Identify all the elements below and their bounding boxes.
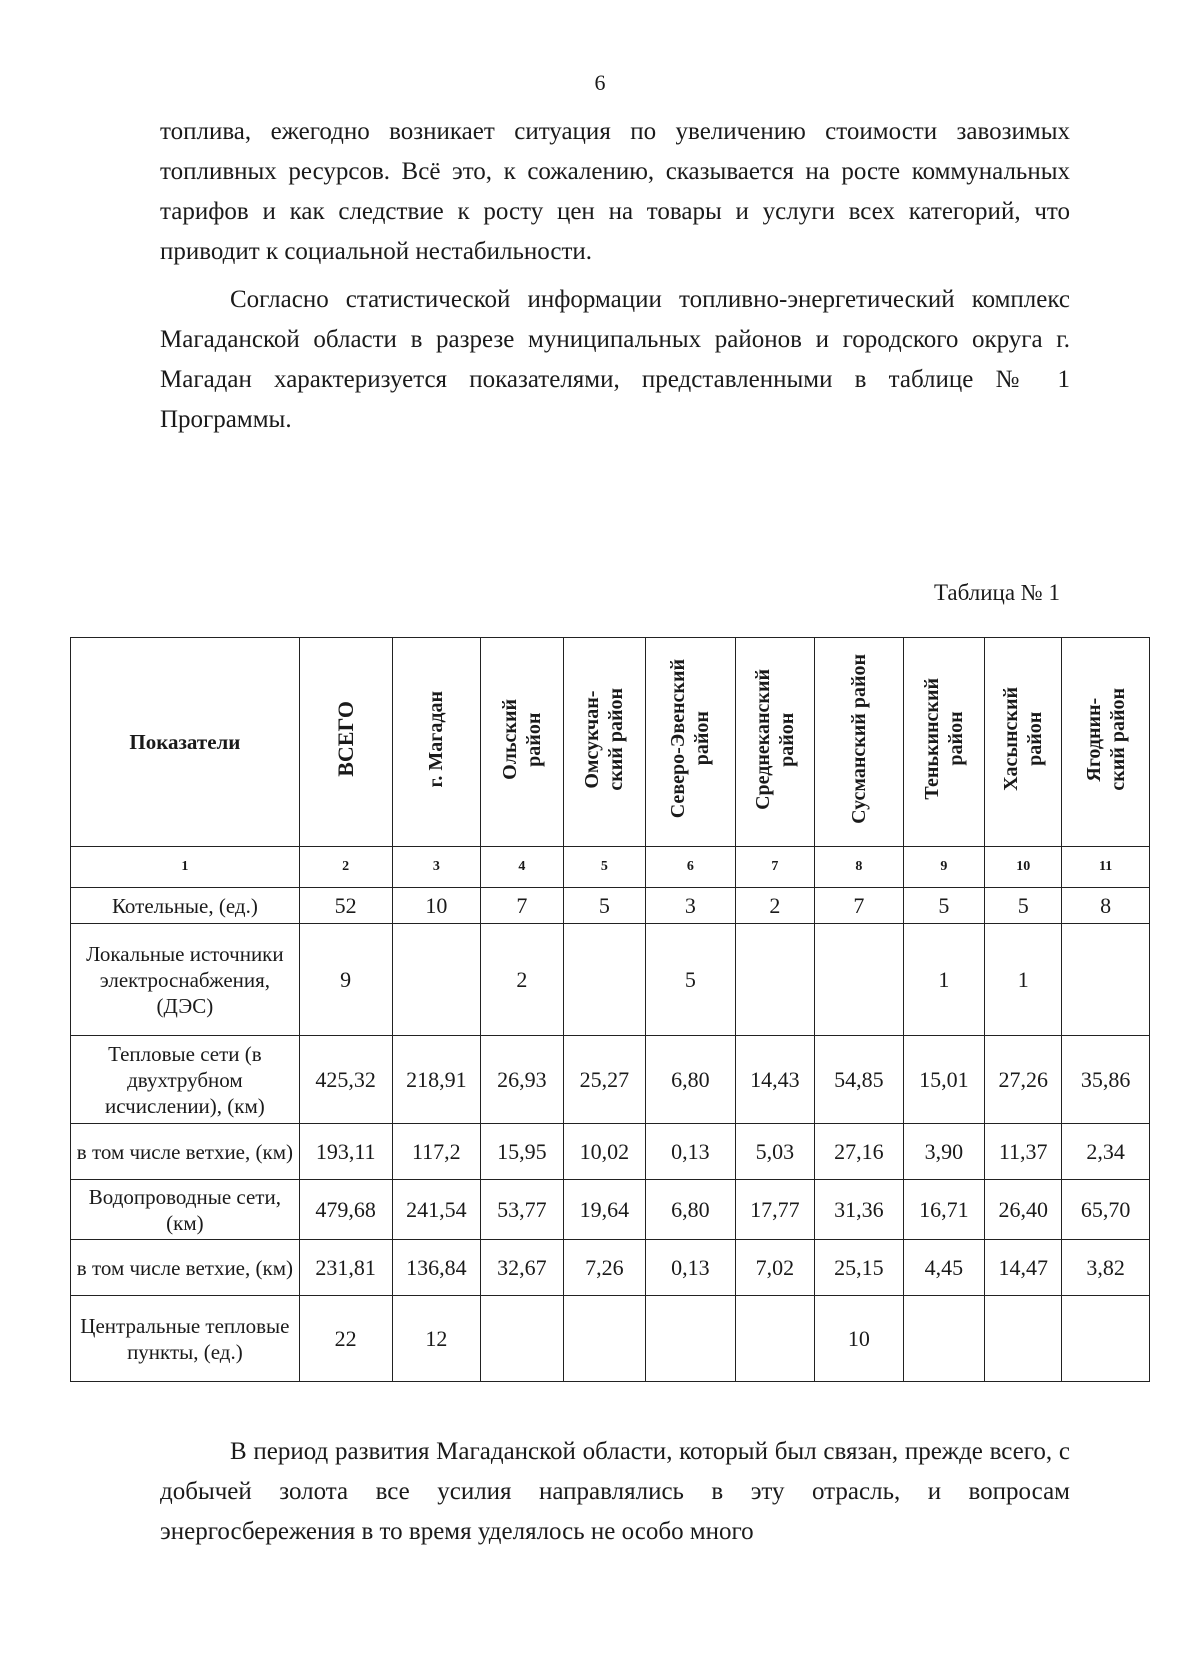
table-cell: 1: [903, 924, 984, 1036]
table-cell: 1: [985, 924, 1062, 1036]
table-cell: [903, 1296, 984, 1382]
table-cell: 5: [646, 924, 736, 1036]
table-cell: 5: [903, 888, 984, 924]
table-row: [71, 1036, 1150, 1124]
table-cell: [1062, 924, 1150, 1036]
table-cell: 117,2: [392, 1124, 481, 1180]
row-label: в том числе ветхие, (км): [71, 1240, 300, 1296]
table-cell: 14,43: [735, 1036, 814, 1124]
table-cell: 2: [735, 888, 814, 924]
column-number: 6: [646, 847, 736, 888]
table-cell: 3: [646, 888, 736, 924]
header-label: Ольский район: [498, 698, 545, 780]
column-number: 4: [481, 847, 563, 888]
table-cell: 136,84: [392, 1240, 481, 1296]
table-cell: 16,71: [903, 1180, 984, 1240]
table-cell: 65,70: [1062, 1180, 1150, 1240]
table-cell: 193,11: [299, 1124, 392, 1180]
row-label: Центральные тепловые пункты, (ед.): [71, 1296, 300, 1382]
table-cell: 5,03: [735, 1124, 814, 1180]
table-cell: 31,36: [815, 1180, 904, 1240]
table-cell: [392, 924, 481, 1036]
table-cell: 12: [392, 1296, 481, 1382]
table-cell: 6,80: [646, 1036, 736, 1124]
table-cell: [735, 1296, 814, 1382]
table-row: [71, 1124, 1150, 1180]
table-header-row: [71, 638, 1150, 847]
table-cell: 10: [815, 1296, 904, 1382]
table-cell: 17,77: [735, 1180, 814, 1240]
table-cell: 54,85: [815, 1036, 904, 1124]
table-cell: 6,80: [646, 1180, 736, 1240]
page-number: 6: [594, 70, 606, 95]
table-cell: 27,16: [815, 1124, 904, 1180]
table-cell: [563, 924, 645, 1036]
table-cell: 11,37: [985, 1124, 1062, 1180]
row-label: Локальные источники электроснабжения, (ДЭС): [71, 924, 300, 1036]
header-label: Среднеканский район: [751, 668, 798, 810]
column-number-row: [71, 847, 1150, 888]
table-cell: [815, 924, 904, 1036]
table-cell: 26,93: [481, 1036, 563, 1124]
header-susumansky: [815, 638, 904, 847]
paragraph-statistics: Согласно статистической информации топливно-энергетический комплекс Магаданской области в разрезе муниципальных районов и городского округа г. Магадан характеризуется показателями, представленными в таблице № 1 Программы.: [160, 286, 1070, 433]
table-cell: 53,77: [481, 1180, 563, 1240]
table-cell: 0,13: [646, 1240, 736, 1296]
header-label: Тенькинский район: [920, 678, 967, 800]
table-row: [71, 924, 1150, 1036]
header-label: Ягоднин- ский район: [1082, 687, 1129, 791]
table-cell: 7,26: [563, 1240, 645, 1296]
header-total: [299, 638, 392, 847]
table-cell: 15,95: [481, 1124, 563, 1180]
row-label: Тепловые сети (в двухтрубном исчислении), (км): [71, 1036, 300, 1124]
column-number: 2: [299, 847, 392, 888]
table-cell: [481, 1296, 563, 1382]
column-number: 11: [1062, 847, 1150, 888]
table-cell: 479,68: [299, 1180, 392, 1240]
header-omsukchansky: [563, 638, 645, 847]
table-cell: 7: [815, 888, 904, 924]
table-cell: 5: [985, 888, 1062, 924]
header-tenkinsky: [903, 638, 984, 847]
table-cell: 2,34: [1062, 1124, 1150, 1180]
table-cell: 8: [1062, 888, 1150, 924]
table-cell: 0,13: [646, 1124, 736, 1180]
header-label: Северо-Эвенский район: [667, 659, 714, 819]
column-number: 3: [392, 847, 481, 888]
column-number: 7: [735, 847, 814, 888]
column-number: 9: [903, 847, 984, 888]
column-number: 10: [985, 847, 1062, 888]
header-label: г. Магадан: [425, 690, 448, 788]
header-srednekansky: [735, 638, 814, 847]
table-cell: 25,27: [563, 1036, 645, 1124]
table-cell: 25,15: [815, 1240, 904, 1296]
table-cell: 52: [299, 888, 392, 924]
header-label: Хасынский район: [1000, 687, 1047, 791]
table-cell: 231,81: [299, 1240, 392, 1296]
table-cell: 3,82: [1062, 1240, 1150, 1296]
row-label: Водопроводные сети, (км): [71, 1180, 300, 1240]
header-label: Сусманский район: [847, 654, 870, 824]
row-label: в том числе ветхие, (км): [71, 1124, 300, 1180]
header-severo-evensky: [646, 638, 736, 847]
table-cell: [1062, 1296, 1150, 1382]
header-olsky: [481, 638, 563, 847]
table-row: [71, 1240, 1150, 1296]
table-cell: 4,45: [903, 1240, 984, 1296]
paragraph-history: В период развития Магаданской области, который был связан, прежде всего, с добычей золота все усилия направлялись в эту отрасль, и вопросам энергосбережения в то время уделялось не особо много: [160, 1438, 1070, 1545]
table-caption: Таблица № 1: [933, 580, 1060, 605]
table-cell: 7,02: [735, 1240, 814, 1296]
table-cell: 10,02: [563, 1124, 645, 1180]
table-cell: 425,32: [299, 1036, 392, 1124]
table-cell: [563, 1296, 645, 1382]
table-cell: [735, 924, 814, 1036]
header-magadan: [392, 638, 481, 847]
table-cell: 19,64: [563, 1180, 645, 1240]
header-khasynsky: [985, 638, 1062, 847]
table-cell: 218,91: [392, 1036, 481, 1124]
table-cell: 14,47: [985, 1240, 1062, 1296]
table-cell: 15,01: [903, 1036, 984, 1124]
table-cell: 32,67: [481, 1240, 563, 1296]
table-cell: 10: [392, 888, 481, 924]
table-cell: 26,40: [985, 1180, 1062, 1240]
table-cell: 22: [299, 1296, 392, 1382]
table-row: [71, 1296, 1150, 1382]
header-yagodninsky: [1062, 638, 1150, 847]
column-number: 1: [71, 847, 300, 888]
table-cell: 3,90: [903, 1124, 984, 1180]
column-number: 5: [563, 847, 645, 888]
header-indicators: Показатели: [71, 638, 300, 847]
header-label: ВСЕГО: [332, 701, 358, 777]
row-label: Котельные, (ед.): [71, 888, 300, 924]
table-cell: [646, 1296, 736, 1382]
table-cell: 35,86: [1062, 1036, 1150, 1124]
header-label: Омсукчан- ский район: [581, 687, 628, 791]
table-cell: 9: [299, 924, 392, 1036]
paragraph-intro: топлива, ежегодно возникает ситуация по увеличению стоимости завозимых топливных ресурсов. Всё это, к сожалению, сказывается на росте коммунальных тарифов и как следствие к росту цен на товары и услуги всех категорий, что приводит к социальной нестабильности.: [160, 118, 1070, 265]
table-cell: 241,54: [392, 1180, 481, 1240]
column-number: 8: [815, 847, 904, 888]
table-cell: 7: [481, 888, 563, 924]
table-row: [71, 1180, 1150, 1240]
energy-complex-table: [70, 637, 1150, 1382]
table-row: [71, 888, 1150, 924]
table-cell: [985, 1296, 1062, 1382]
table-cell: 5: [563, 888, 645, 924]
table-cell: 2: [481, 924, 563, 1036]
table-cell: 27,26: [985, 1036, 1062, 1124]
